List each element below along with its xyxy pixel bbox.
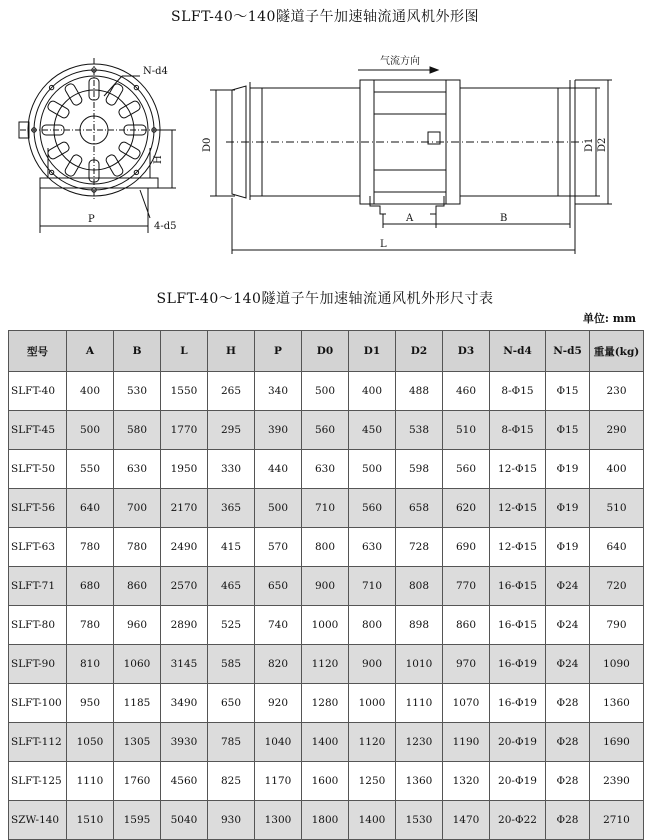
table-cell: 650 [208,684,255,723]
drawing-title: SLFT-40～140隧道子午加速轴流通风机外形图 [171,9,479,25]
header-d0: D0 [302,331,349,372]
table-cell: 898 [396,606,443,645]
table-cell: 800 [302,528,349,567]
table-body [9,372,644,840]
fan-outline-drawing [0,28,650,278]
table-cell: 525 [208,606,255,645]
table-cell: Φ28 [546,684,590,723]
table-cell: 720 [590,567,644,606]
table-cell: 630 [114,450,161,489]
table-cell: 12-Φ15 [490,489,546,528]
table-cell: Φ15 [546,411,590,450]
table-cell: 1360 [590,684,644,723]
table-row [9,645,644,684]
table-cell: 488 [396,372,443,411]
table-cell: 530 [114,372,161,411]
table-row [9,372,644,411]
header-nd5: N-d5 [546,331,590,372]
header-model: 型号 [9,331,67,372]
table-cell: Φ28 [546,762,590,801]
model-cell: SLFT-63 [9,528,67,567]
table-cell: 1000 [302,606,349,645]
table-cell: Φ28 [546,801,590,840]
h-label: H [153,155,164,164]
table-cell: 690 [443,528,490,567]
table-cell: 820 [255,645,302,684]
table-cell: 2570 [161,567,208,606]
table-cell: 265 [208,372,255,411]
table-cell: 560 [349,489,396,528]
unit-label: 单位: mm [582,312,636,325]
table-cell: 780 [114,528,161,567]
table-cell: 1770 [161,411,208,450]
table-cell: 560 [302,411,349,450]
table-cell: 2170 [161,489,208,528]
table-cell: 1090 [590,645,644,684]
d2-label: D2 [597,137,608,152]
table-cell: 5040 [161,801,208,840]
table-cell: Φ19 [546,489,590,528]
table-cell: 598 [396,450,443,489]
table-cell: 12-Φ15 [490,528,546,567]
table-row [9,450,644,489]
table-cell: 790 [590,606,644,645]
table-cell: 1800 [302,801,349,840]
table-cell: 400 [349,372,396,411]
table-cell: 1230 [396,723,443,762]
table-cell: 1050 [67,723,114,762]
table-cell: 16-Φ19 [490,684,546,723]
table-cell: 860 [114,567,161,606]
table-cell: 780 [67,606,114,645]
table-cell: 630 [349,528,396,567]
table-cell: 390 [255,411,302,450]
header-b: B [114,331,161,372]
table-cell: 1120 [302,645,349,684]
table-cell: 230 [590,372,644,411]
table-cell: 2890 [161,606,208,645]
right-foot [430,196,444,214]
table-cell: 740 [255,606,302,645]
table-cell: 440 [255,450,302,489]
model-cell: SLFT-71 [9,567,67,606]
model-cell: SLFT-40 [9,372,67,411]
table-cell: 2710 [590,801,644,840]
table-cell: 710 [302,489,349,528]
table-cell: 860 [443,606,490,645]
model-cell: SLFT-56 [9,489,67,528]
table-row [9,801,644,840]
table-cell: 825 [208,762,255,801]
model-cell: SLFT-125 [9,762,67,801]
table-cell: 728 [396,528,443,567]
header-l: L [161,331,208,372]
table-cell: 295 [208,411,255,450]
table-cell: 1120 [349,723,396,762]
model-cell: SLFT-50 [9,450,67,489]
table-cell: 500 [67,411,114,450]
table-cell: 630 [302,450,349,489]
table-cell: 950 [67,684,114,723]
airflow-label: 气流方向 [380,56,420,67]
table-cell: 20-Φ22 [490,801,546,840]
header-d3: D3 [443,331,490,372]
table-cell: 960 [114,606,161,645]
table-cell: 650 [255,567,302,606]
d0-label: D0 [202,137,213,152]
table-cell: 450 [349,411,396,450]
side-view [210,67,612,254]
model-cell: SLFT-90 [9,645,67,684]
table-cell: 1470 [443,801,490,840]
table-cell: 340 [255,372,302,411]
table-cell: 585 [208,645,255,684]
table-cell: 500 [255,489,302,528]
table-cell: 1550 [161,372,208,411]
table-cell: 1110 [396,684,443,723]
d5-label: 4-d5 [154,221,177,232]
table-cell: 16-Φ15 [490,606,546,645]
table-cell: 1000 [349,684,396,723]
table-cell: 680 [67,567,114,606]
model-cell: SLFT-100 [9,684,67,723]
table-cell: 16-Φ19 [490,645,546,684]
table-cell: Φ28 [546,723,590,762]
l-label: L [380,239,387,250]
table-cell: 415 [208,528,255,567]
table-cell: 1190 [443,723,490,762]
table-cell: 640 [67,489,114,528]
table-cell: 1170 [255,762,302,801]
table-cell: 570 [255,528,302,567]
table-cell: 920 [255,684,302,723]
table-cell: 780 [67,528,114,567]
table-cell: 640 [590,528,644,567]
table-cell: 16-Φ15 [490,567,546,606]
front-view [19,58,176,233]
table-cell: 1950 [161,450,208,489]
table-cell: Φ19 [546,528,590,567]
table-cell: 580 [114,411,161,450]
table-title: SLFT-40～140隧道子午加速轴流通风机外形尺寸表 [156,291,494,307]
table-cell: 2490 [161,528,208,567]
table-cell: 770 [443,567,490,606]
header-h: H [208,331,255,372]
table-cell: 3930 [161,723,208,762]
table-cell: 1070 [443,684,490,723]
table-cell: 365 [208,489,255,528]
table-cell: 900 [349,645,396,684]
table-cell: 1010 [396,645,443,684]
table-cell: 1690 [590,723,644,762]
table-cell: 700 [114,489,161,528]
table-cell: 1280 [302,684,349,723]
table-cell: 785 [208,723,255,762]
table-cell: 1595 [114,801,161,840]
table-cell: 560 [443,450,490,489]
table-cell: 1600 [302,762,349,801]
table-cell: 620 [443,489,490,528]
table-cell: 1400 [349,801,396,840]
table-cell: 500 [302,372,349,411]
table-cell: 290 [590,411,644,450]
header-a: A [67,331,114,372]
table-cell: 8-Φ15 [490,411,546,450]
table-cell: 1110 [67,762,114,801]
table-header-row [9,331,644,372]
table-cell: 1300 [255,801,302,840]
table-cell: 20-Φ19 [490,723,546,762]
table-cell: 800 [349,606,396,645]
header-d1: D1 [349,331,396,372]
table-cell: 1320 [443,762,490,801]
table-cell: 658 [396,489,443,528]
model-cell: SLFT-80 [9,606,67,645]
table-cell: 1760 [114,762,161,801]
table-cell: 1185 [114,684,161,723]
nd4-label: N-d4 [143,66,168,77]
table-cell: 12-Φ15 [490,450,546,489]
table-row [9,723,644,762]
table-cell: 970 [443,645,490,684]
table-cell: 4560 [161,762,208,801]
table-cell: 3490 [161,684,208,723]
header-nd4: N-d4 [490,331,546,372]
table-cell: 510 [443,411,490,450]
header-p: P [255,331,302,372]
table-cell: 20-Φ19 [490,762,546,801]
table-cell: 8-Φ15 [490,372,546,411]
table-row [9,606,644,645]
table-cell: 1530 [396,801,443,840]
table-cell: Φ19 [546,450,590,489]
table-cell: 465 [208,567,255,606]
table-row [9,684,644,723]
table-cell: Φ15 [546,372,590,411]
table-row [9,567,644,606]
table-cell: 900 [302,567,349,606]
table-cell: 550 [67,450,114,489]
table-cell: 400 [67,372,114,411]
table-cell: 1060 [114,645,161,684]
table-cell: 1250 [349,762,396,801]
table-cell: 400 [590,450,644,489]
table-cell: 1040 [255,723,302,762]
p-label: P [88,214,95,225]
model-cell: SLFT-45 [9,411,67,450]
table-row [9,528,644,567]
table-row [9,762,644,801]
model-cell: SZW-140 [9,801,67,840]
model-cell: SLFT-112 [9,723,67,762]
table-cell: 500 [349,450,396,489]
left-foot [370,196,386,214]
table-cell: Φ24 [546,645,590,684]
table-cell: 1510 [67,801,114,840]
table-cell: 330 [208,450,255,489]
d1-label: D1 [584,137,595,152]
table-cell: 810 [67,645,114,684]
a-label: A [406,213,414,224]
table-row [9,411,644,450]
table-cell: 1400 [302,723,349,762]
table-cell: Φ24 [546,567,590,606]
table-cell: Φ24 [546,606,590,645]
header-weight: 重量(kg) [590,331,644,372]
header-d2: D2 [396,331,443,372]
table-row [9,489,644,528]
table-cell: 2390 [590,762,644,801]
table-cell: 710 [349,567,396,606]
table-cell: 510 [590,489,644,528]
b-label: B [500,213,508,224]
table-cell: 930 [208,801,255,840]
table-cell: 3145 [161,645,208,684]
table-cell: 538 [396,411,443,450]
dimension-table [8,330,644,840]
table-cell: 1305 [114,723,161,762]
table-cell: 460 [443,372,490,411]
table-cell: 1360 [396,762,443,801]
table-cell: 808 [396,567,443,606]
